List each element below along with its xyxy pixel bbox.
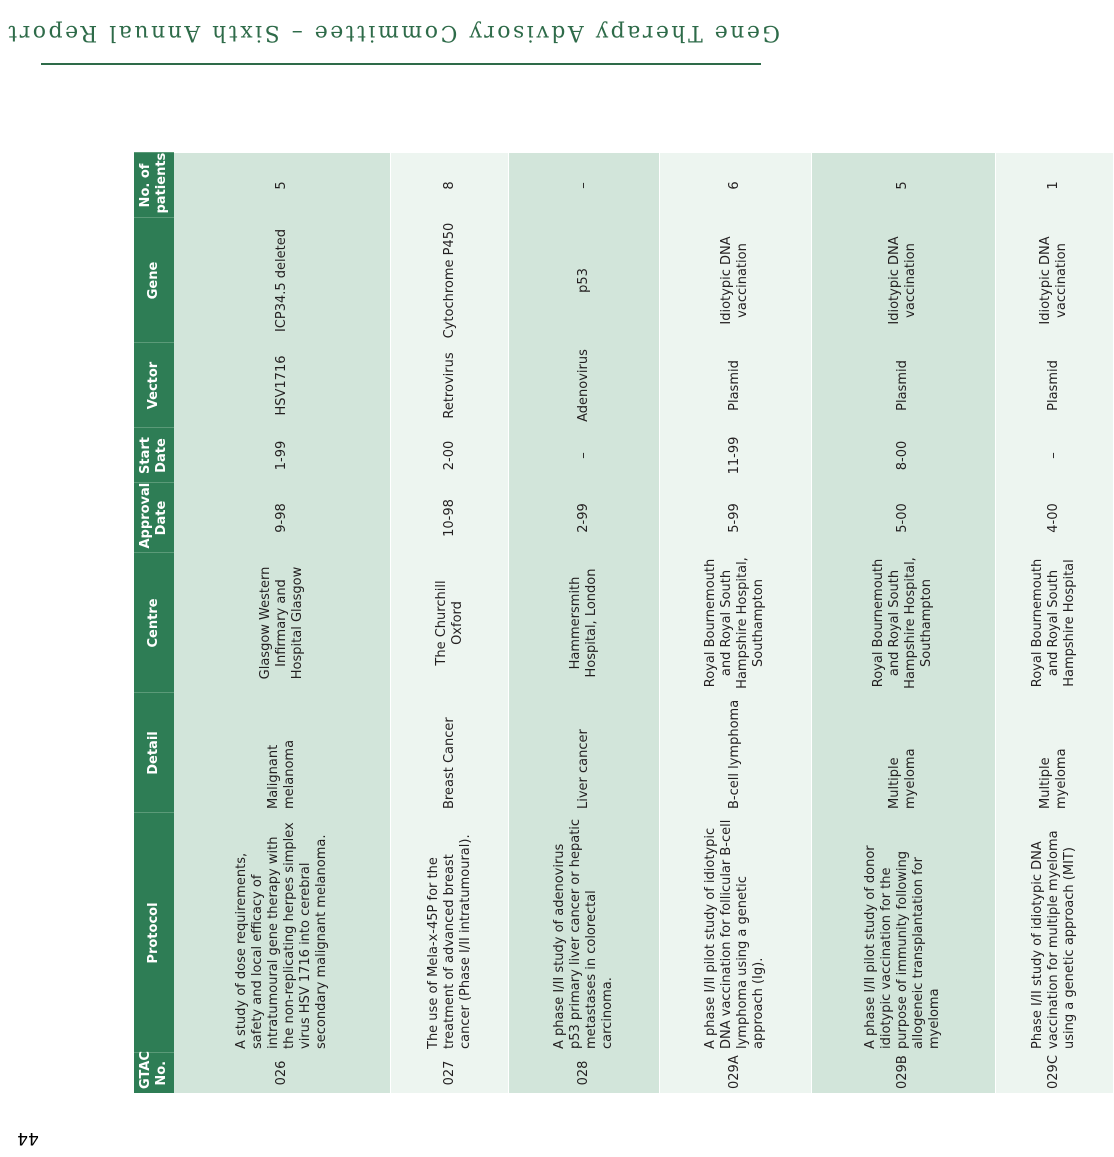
cell-start-date: 11-99 <box>660 428 811 483</box>
cell-detail: Multiple myeloma <box>995 693 1113 813</box>
cell-centre: Hammersmith Hospital, London <box>509 553 660 693</box>
header-gene: Gene <box>134 218 174 343</box>
cell-vector: Plasmid <box>811 343 995 428</box>
cell-start-date: 8-00 <box>811 428 995 483</box>
header-centre: Centre <box>134 553 174 693</box>
cell-centre: Glasgow Western Infirmary and Hospital Glasgow <box>174 553 390 693</box>
table-row <box>174 153 390 1093</box>
cell-detail: Malignant melanoma <box>174 693 390 813</box>
cell-protocol: A phase I/II pilot study of idiotypic DNA vaccination for follicular B-cell lymphoma using a genetic approach (Ig). <box>660 813 811 1053</box>
header-patients: No. of patients <box>134 153 174 218</box>
cell-gtac-no: 029A <box>660 1053 811 1093</box>
cell-vector: Retrovirus <box>390 343 508 428</box>
header-rule <box>41 63 761 65</box>
running-header: Gene Therapy Advisory Committee – Sixth Annual Report <box>5 20 780 45</box>
protocol-table <box>134 153 1114 1094</box>
cell-approval-date: 4-00 <box>995 483 1113 553</box>
cell-gtac-no: 029C <box>995 1053 1113 1093</box>
cell-gtac-no: 028 <box>509 1053 660 1093</box>
header-detail: Detail <box>134 693 174 813</box>
cell-gene: Idiotypic DNA vaccination <box>995 218 1113 343</box>
cell-detail: B-cell lymphoma <box>660 693 811 813</box>
cell-protocol: A study of dose requirements, safety and local efficacy of intratumoural gene therapy with the non-replicating herpes simplex virus HSV 1716 into cerebral secondary malignant melanoma. <box>174 813 390 1053</box>
cell-protocol: A phase I/II pilot study of donor idiotypic vaccination for the purpose of immunity following allogeneic transplantation for myeloma <box>811 813 995 1053</box>
cell-gtac-no: 027 <box>390 1053 508 1093</box>
cell-vector: Adenovirus <box>509 343 660 428</box>
cell-vector: Plasmid <box>660 343 811 428</box>
cell-patients: 6 <box>660 153 811 218</box>
header-gtac-no: GTAC No. <box>134 1053 174 1093</box>
cell-vector: Plasmid <box>995 343 1113 428</box>
cell-detail: Multiple myeloma <box>811 693 995 813</box>
table-row <box>390 153 508 1093</box>
header-protocol: Protocol <box>134 813 174 1053</box>
cell-gene: Cytochrome P450 <box>390 218 508 343</box>
cell-vector: HSV1716 <box>174 343 390 428</box>
cell-start-date: 1-99 <box>174 428 390 483</box>
table-row <box>811 153 995 1093</box>
header-approval-date: Approval Date <box>134 483 174 553</box>
cell-start-date: 2-00 <box>390 428 508 483</box>
cell-gene: Idiotypic DNA vaccination <box>660 218 811 343</box>
table-row <box>660 153 811 1093</box>
page-number: 44 <box>17 1128 39 1148</box>
cell-protocol: Phase I/II study of idiotypic DNA vaccination for multiple myeloma using a genetic approach (MIT) <box>995 813 1113 1053</box>
cell-protocol: A phase I/II study of adenovirus p53 primary liver cancer or hepatic metastases in colorectal carcinoma. <box>509 813 660 1053</box>
cell-approval-date: 5-99 <box>660 483 811 553</box>
header-start-date: Start Date <box>134 428 174 483</box>
cell-gene: ICP34.5 deleted <box>174 218 390 343</box>
cell-gene: p53 <box>509 218 660 343</box>
cell-centre: Royal Bournemouth and Royal South Hampshire Hospital, Southampton <box>660 553 811 693</box>
cell-patients: 8 <box>390 153 508 218</box>
cell-centre: Royal Bournemouth and Royal South Hampshire Hospital <box>995 553 1113 693</box>
cell-patients: 5 <box>811 153 995 218</box>
cell-approval-date: 9-98 <box>174 483 390 553</box>
header-vector: Vector <box>134 343 174 428</box>
cell-centre: The Churchill Oxford <box>390 553 508 693</box>
cell-gene: Idiotypic DNA vaccination <box>811 218 995 343</box>
cell-protocol: The use of Mela-x-45P for the treatment of advanced breast cancer (Phase I/II intratumoural). <box>390 813 508 1053</box>
cell-patients: 1 <box>995 153 1113 218</box>
cell-patients: 5 <box>174 153 390 218</box>
table-row <box>509 153 660 1093</box>
cell-detail: Liver cancer <box>509 693 660 813</box>
table-row <box>995 153 1113 1093</box>
cell-detail: Breast Cancer <box>390 693 508 813</box>
cell-patients: – <box>509 153 660 218</box>
cell-approval-date: 2-99 <box>509 483 660 553</box>
cell-gtac-no: 026 <box>174 1053 390 1093</box>
cell-approval-date: 10-98 <box>390 483 508 553</box>
cell-centre: Royal Bournemouth and Royal South Hampshire Hospital, Southampton <box>811 553 995 693</box>
table-header-row <box>134 153 174 1093</box>
cell-start-date: – <box>995 428 1113 483</box>
cell-start-date: – <box>509 428 660 483</box>
cell-approval-date: 5-00 <box>811 483 995 553</box>
cell-gtac-no: 029B <box>811 1053 995 1093</box>
